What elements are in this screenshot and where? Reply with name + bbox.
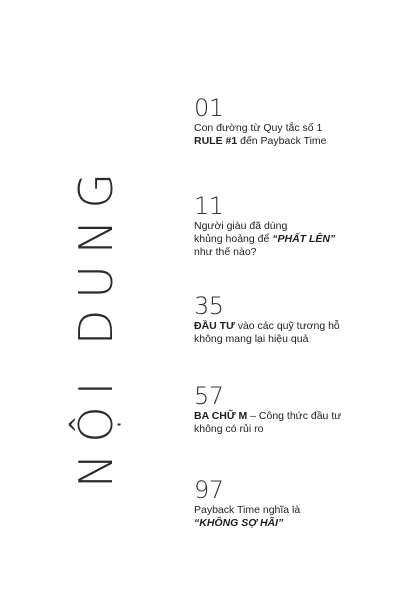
entry-description [194, 410, 394, 436]
entry-emphasis-text: “PHẤT LÊN” [272, 233, 336, 245]
entry-line: như thế nào? [194, 246, 257, 258]
toc-entry-4[interactable] [194, 384, 394, 436]
entry-emphasis-text: “KHÔNG SỢ HÃI” [194, 517, 284, 529]
page-number: 35 [194, 292, 224, 320]
entry-bold-text: BA CHỮ M [194, 410, 248, 422]
toc-entry-1[interactable] [194, 96, 394, 148]
entry-line [194, 135, 394, 148]
entry-description [194, 122, 394, 148]
entry-line [194, 410, 394, 423]
entry-description [194, 320, 394, 346]
entry-line [194, 233, 394, 246]
entry-bold-text: RULE #1 [194, 135, 238, 147]
entry-text: vào các quỹ tương hỗ [234, 320, 340, 332]
entry-line [194, 320, 394, 333]
page-number: 11 [194, 192, 224, 220]
toc-entry-2[interactable] [194, 194, 394, 259]
entry-description [194, 504, 394, 530]
entry-text: – Công thức đầu tư [247, 410, 342, 422]
entry-line: không có rủi ro [194, 423, 264, 435]
entry-line: Payback Time nghĩa là [194, 504, 301, 516]
page-number: 01 [194, 94, 224, 122]
toc-entry-3[interactable] [194, 294, 394, 346]
entry-line: không mang lại hiệu quả [194, 333, 309, 345]
entry-description [194, 220, 394, 259]
entry-bold-text: ĐẦU TƯ [194, 320, 235, 332]
entry-text: khủng hoảng để [194, 233, 273, 245]
vertical-title: NỘI DUNG [69, 162, 123, 488]
toc-entry-5[interactable] [194, 478, 394, 530]
entry-line: Người giàu đã dùng [194, 220, 288, 232]
entry-line [194, 517, 394, 530]
page-number: 97 [194, 476, 224, 504]
entry-line: Con đường từ Quy tắc số 1 [194, 122, 323, 134]
entry-text: đến Payback Time [237, 135, 327, 147]
page-number: 57 [194, 382, 224, 410]
